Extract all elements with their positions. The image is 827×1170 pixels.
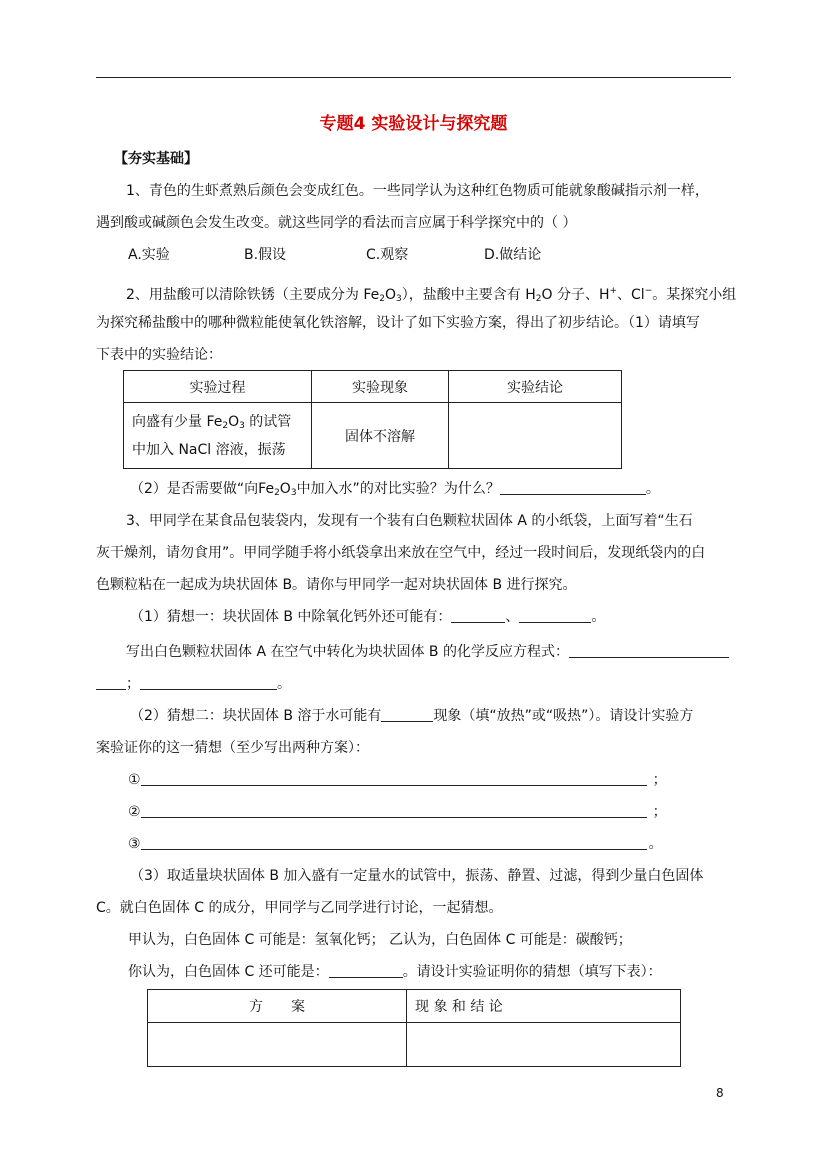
q1-option-c: C.观察 — [366, 247, 409, 263]
q2-line2: 为探究稀盐酸中的哪种微粒能使氧化铁溶解，设计了如下实验方案，得出了初步结论。（1）请填写 — [96, 315, 700, 331]
section-heading: 【夯实基础】 — [114, 151, 198, 167]
q3-cell-result-blank[interactable] — [407, 1023, 681, 1067]
q3-line1: 3、甲同学在某食品包装袋内，发现有一个装有白色颗粒状固体 A 的小纸袋，上面写着“生石 — [126, 513, 693, 529]
q2-th-process: 实验过程 — [124, 371, 312, 403]
equation-blank-2[interactable] — [140, 675, 277, 690]
q3-cell-plan-blank[interactable] — [148, 1023, 407, 1067]
q3-part3-line2: C。就白色固体 C 的成分，甲同学与乙同学进行讨论，一起猜想。 — [96, 900, 503, 916]
method-1: ① ； — [128, 772, 667, 788]
equation-blank-1[interactable] — [569, 643, 729, 658]
page-title: 专题4 实验设计与探究题 — [319, 114, 508, 134]
q3-guess2: （2）猜想二：块状固体 B 溶于水可能有 现象（填“放热”或“吸热”）。请设计实验方 — [130, 708, 694, 724]
guess2-blank[interactable] — [381, 707, 433, 722]
equation-blank-1-cont[interactable] — [96, 675, 126, 690]
q2-line1: 2、用盐酸可以清除铁锈（主要成分为 $Fe_2O_3$），盐酸中主要含有 $H_2O$ 分子、H+、Cl−。某探究小组 — [126, 286, 737, 304]
q1-line1: 1、青色的生虾煮熟后颜色会变成红色。一些同学认为这种红色物质可能就象酸碱指示剂一样， — [126, 183, 709, 199]
method-1-blank[interactable] — [141, 771, 647, 786]
q3-table — [147, 989, 681, 1067]
guess1-blank-1[interactable] — [451, 608, 505, 623]
q3-equation-cont: ； 。 — [96, 674, 291, 694]
q2-cell-phenomenon: 固体不溶解 — [312, 403, 449, 469]
method-3-blank[interactable] — [141, 835, 647, 850]
q1-option-a: A.实验 — [128, 247, 170, 263]
q3-part3-line3: 甲认为，白色固体 C 可能是：氢氧化钙； 乙认为，白色固体 C 可能是：碳酸钙； — [128, 932, 632, 948]
q1-option-d: D.做结论 — [484, 247, 542, 263]
header-rule — [96, 77, 731, 78]
page-number: 8 — [716, 1086, 724, 1100]
q3-line3: 色颗粒粘在一起成为块状固体 B。请你与甲同学一起对块状固体 B 进行探究。 — [96, 577, 577, 593]
method-2: ② ； — [128, 804, 667, 820]
method-3: ③ 。 — [128, 836, 663, 852]
q2-th-conclusion: 实验结论 — [449, 371, 622, 403]
q2-table — [123, 370, 622, 469]
q3-th-plan: 方 案 — [148, 990, 407, 1023]
q3-guess2-cont: 案验证你的这一猜想（至少写出两种方案）： — [96, 740, 369, 756]
q1-option-b: B.假设 — [244, 247, 287, 263]
q1-line2: 遇到酸或碱颜色会发生改变。就这些同学的看法而言应属于科学探究中的（ ） — [96, 215, 577, 231]
guess1-blank-2[interactable] — [519, 608, 591, 623]
q3-guess1: （1）猜想一：块状固体 B 中除氧化钙外还可能有： 、 。 — [130, 609, 606, 625]
q3-equation-line: 写出白色颗粒状固体 A 在空气中转化为块状固体 B 的化学反应方程式： — [126, 642, 729, 662]
q2-answer-blank[interactable] — [500, 480, 646, 495]
q3-part3-line4: 你认为，白色固体 C 还可能是： 。请设计实验证明你的猜想（填写下表）： — [128, 964, 662, 980]
q3-th-result: 现 象 和 结 论 — [407, 990, 681, 1023]
q2-line3: 下表中的实验结论： — [96, 347, 222, 363]
guess3-blank[interactable] — [329, 963, 403, 978]
q3-part3-line1: （3）取适量块状固体 B 加入盛有一定量水的试管中，振荡、静置、过滤，得到少量白色固体 — [130, 868, 704, 884]
q2-th-phenomenon: 实验现象 — [312, 371, 449, 403]
q2-part2: （2）是否需要做“向$Fe_2O_3$中加入水”的对比实验？为什么？ 。 — [130, 481, 660, 498]
q2-cell-conclusion-blank[interactable] — [449, 403, 622, 469]
q2-cell-process: 向盛有少量 $Fe_2O_3$ 的试管 中加入 NaCl 溶液，振荡 — [124, 403, 312, 469]
q3-line2: 灰干燥剂，请勿食用”。甲同学随手将小纸袋拿出来放在空气中，经过一段时间后，发现纸袋内的白 — [96, 545, 706, 561]
method-2-blank[interactable] — [141, 803, 647, 818]
